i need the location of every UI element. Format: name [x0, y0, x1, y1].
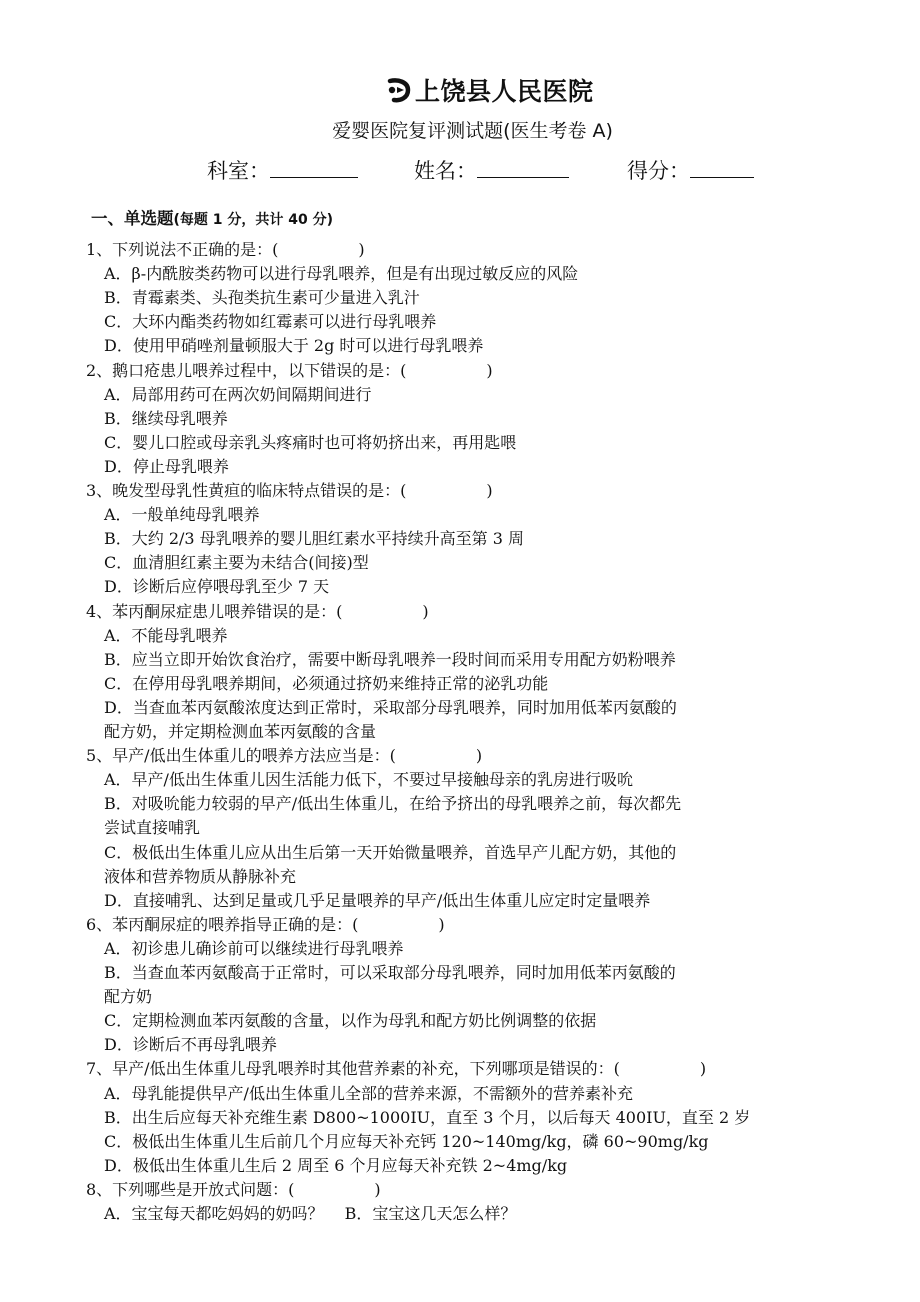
answer-option-continued: 配方奶，并定期检测血苯丙氨酸的含量 [104, 722, 377, 741]
question-stem: 2、鹅口疮患儿喂养过程中，以下错误的是：( ) [86, 360, 493, 380]
answer-option: D．停止母乳喂养 [104, 456, 229, 476]
hospital-name: 上饶县人民医院 [415, 77, 594, 106]
answer-option: A．早产/低出生体重儿因生活能力低下，不要过早接触母亲的乳房进行吸吮 [104, 770, 633, 790]
department-field [207, 155, 358, 185]
question-stem: 4、苯丙酮尿症患儿喂养错误的是：( ) [86, 601, 429, 621]
question-stem: 3、晚发型母乳性黄疸的临床特点错误的是：( ) [86, 481, 493, 500]
department-blank[interactable] [270, 155, 358, 178]
score-label: 得分： [627, 159, 690, 183]
answer-option: A．不能母乳喂养 [104, 625, 228, 645]
answer-option: A．局部用药可在两次奶间隔期间进行 [104, 384, 372, 404]
answer-option: C．极低出生体重儿应从出生后第一天开始微量喂养，首选早产儿配方奶，其他的 [104, 842, 677, 862]
section-note: (每题 1 分，共计 40 分) [173, 212, 334, 228]
answer-option: D．诊断后不再母乳喂养 [104, 1035, 277, 1055]
answer-option: A．母乳能提供早产/低出生体重儿全部的营养来源，不需额外的营养素补充 [104, 1083, 633, 1103]
answer-option: C．血清胆红素主要为未结合(间接)型 [104, 553, 369, 573]
answer-option: B．继续母乳喂养 [104, 408, 228, 428]
answer-option: A．宝宝每天都吃妈妈的奶吗？ B．宝宝这几天怎么样？ [104, 1204, 517, 1223]
answer-option: B．出生后应每天补充维生素 D800~1000IU，直至 3 个月，以后每天 400IU，直至 2 岁 [104, 1107, 751, 1127]
document-header [0, 72, 920, 112]
answer-option: D．当查血苯丙氨酸浓度达到正常时，采取部分母乳喂养，同时加用低苯丙氨酸的 [104, 697, 677, 717]
answer-option: D．使用甲硝唑剂量顿服大于 2g 时可以进行母乳喂养 [104, 336, 484, 356]
name-field [414, 155, 569, 185]
answer-option: A．β-内酰胺类药物可以进行母乳喂养，但是有出现过敏反应的风险 [104, 264, 579, 284]
answer-option: A．一般单纯母乳喂养 [104, 505, 260, 525]
answer-option: D．诊断后应停喂母乳至少 7 天 [104, 577, 330, 597]
section-title: 一、单选题 [91, 209, 174, 228]
info-fields [0, 155, 920, 187]
department-label: 科室： [207, 159, 270, 183]
question-stem: 8、下列哪些是开放式问题：( ) [86, 1179, 381, 1199]
answer-option-continued: 尝试直接哺乳 [104, 818, 201, 838]
section-heading [91, 205, 333, 229]
answer-option: B．应当立即开始饮食治疗，需要中断母乳喂养一段时间而采用专用配方奶粉喂养 [104, 649, 676, 669]
exam-title: 爱婴医院复评测试题(医生考卷 A) [332, 120, 613, 142]
answer-option: C．大环内酯类药物如红霉素可以进行母乳喂养 [104, 312, 437, 332]
answer-option: B．当查血苯丙氨酸高于正常时，可以采取部分母乳喂养，同时加用低苯丙氨酸的 [104, 963, 676, 982]
answer-option: C．定期检测血苯丙氨酸的含量，以作为母乳和配方奶比例调整的依据 [104, 1011, 597, 1031]
answer-option: A．初诊患儿确诊前可以继续进行母乳喂养 [104, 938, 404, 958]
hospital-logo-group [386, 72, 594, 108]
question-stem: 5、早产/低出生体重儿的喂养方法应当是：( ) [86, 746, 483, 766]
score-blank[interactable] [690, 155, 754, 178]
answer-option-continued: 液体和营养物质从静脉补充 [104, 866, 297, 886]
question-stem: 1、下列说法不正确的是：( ) [86, 240, 365, 259]
answer-option: C．婴儿口腔或母亲乳头疼痛时也可将奶挤出来，再用匙喂 [104, 432, 517, 452]
answer-option: C．在停用母乳喂养期间，必须通过挤奶来维持正常的泌乳功能 [104, 673, 549, 693]
answer-option: C．极低出生体重儿生后前几个月应每天补充钙 120~140mg/kg，磷 60~90mg/kg [104, 1131, 709, 1151]
answer-option-continued: 配方奶 [104, 987, 153, 1007]
name-blank[interactable] [477, 155, 569, 178]
answer-option: B．青霉素类、头孢类抗生素可少量进入乳汁 [104, 288, 420, 308]
answer-option: B．对吸吮能力较弱的早产/低出生体重儿，在给予挤出的母乳喂养之前，每次都先 [104, 794, 682, 814]
answer-option: B．大约 2/3 母乳喂养的婴儿胆红素水平持续升高至第 3 周 [104, 529, 525, 549]
hospital-logo-icon [386, 77, 412, 103]
answer-option: D．极低出生体重儿生后 2 周至 6 个月应每天补充铁 2~4mg/kg [104, 1155, 568, 1175]
answer-option: D．直接哺乳、达到足量或几乎足量喂养的早产/低出生体重儿应定时定量喂养 [104, 890, 651, 910]
question-stem: 7、早产/低出生体重儿母乳喂养时其他营养素的补充，下列哪项是错误的：( ) [86, 1059, 707, 1079]
question-stem: 6、苯丙酮尿症的喂养指导正确的是：( ) [86, 914, 445, 934]
name-label: 姓名： [414, 159, 477, 183]
score-field [627, 155, 754, 185]
